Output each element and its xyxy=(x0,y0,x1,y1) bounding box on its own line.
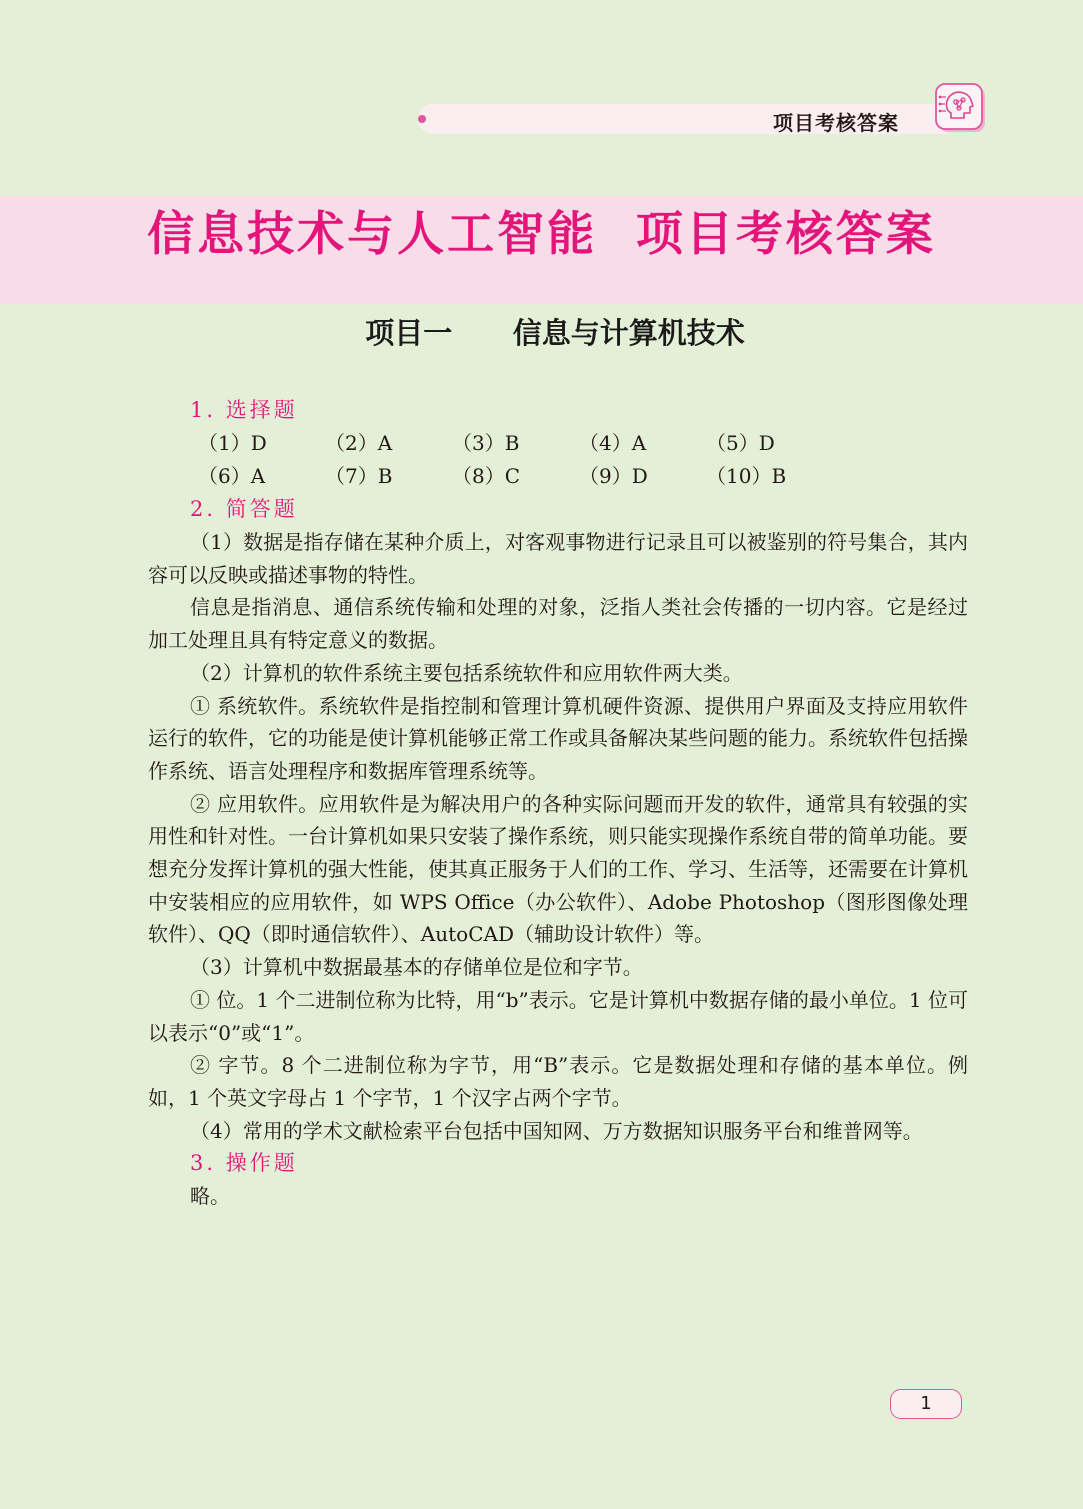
ai-brain-icon xyxy=(934,82,988,134)
operation-answer: 略。 xyxy=(190,1184,230,1209)
running-title: 项目考核答案 xyxy=(773,111,899,135)
answer-item: （4）A xyxy=(579,431,647,455)
main-title: 信息技术与人工智能 项目考核答案 xyxy=(147,207,936,262)
answer-paragraph: （2）计算机的软件系统主要包括系统软件和应用软件两大类。 xyxy=(190,660,743,685)
answer-item: （7）B xyxy=(325,464,393,488)
answer-item: （8）C xyxy=(452,464,521,488)
answer-paragraph: ② 应用软件。应用软件是为解决用户的各种实际问题而开发的软件，通常具有较强的实用性和针对性。一台计算机如果只安装了操作系统，则只能实现操作系统自带的简单功能。要想充分发挥计算机的强大性能，使其真正服务于人们的工作、学习、生活等，还需要在计算机中安装相应的应用软件，如 WPS Office（办公软件）、Adobe Photoshop（图形图像处理软件）、QQ（即时通信软件）、AutoCAD（辅助设计软件）等。 xyxy=(148,791,968,947)
answer-content xyxy=(148,394,968,1213)
answer-row xyxy=(148,460,968,493)
section-heading-short-answer: 2. 简答题 xyxy=(190,497,298,521)
answer-item: （5）D xyxy=(706,431,775,455)
answer-paragraph: ② 字节。8 个二进制位称为字节，用“B”表示。它是数据处理和存储的基本单位。例如，1 个英文字母占 1 个字节，1 个汉字占两个字节。 xyxy=(148,1053,968,1110)
answer-item: （6）A xyxy=(198,464,266,488)
answer-paragraph: （4）常用的学术文献检索平台包括中国知网、万方数据知识服务平台和维普网等。 xyxy=(190,1118,923,1143)
answer-paragraph: （1）数据是指存储在某种介质上，对客观事物进行记录且可以被鉴别的符号集合，其内容可以反映或描述事物的特性。 xyxy=(148,530,968,587)
answer-item: （1）D xyxy=(198,431,267,455)
answer-paragraph: 信息是指消息、通信系统传输和处理的对象，泛指人类社会传播的一切内容。它是经过加工处理且具有特定意义的数据。 xyxy=(148,595,968,653)
answer-item: （2）A xyxy=(325,431,393,455)
page-number: 1 xyxy=(890,1389,962,1419)
header-dot xyxy=(418,115,426,123)
section-heading-choice: 1. 选择题 xyxy=(190,398,298,422)
answer-item: （3）B xyxy=(452,431,520,455)
answer-row xyxy=(148,427,968,460)
section-heading-operation: 3. 操作题 xyxy=(190,1151,298,1176)
project-title: 项目一 信息与计算机技术 xyxy=(365,316,745,350)
answer-item: （9）D xyxy=(579,464,648,488)
answer-item: （10）B xyxy=(706,464,787,488)
answer-paragraph: ① 系统软件。系统软件是指控制和管理计算机硬件资源、提供用户界面及支持应用软件运行的软件，它的功能是使计算机能够正常工作或具备解决某些问题的能力。系统软件包括操作系统、语言处理程序和数据库管理系统等。 xyxy=(148,693,968,783)
answer-paragraph: （3）计算机中数据最基本的存储单位是位和字节。 xyxy=(190,955,643,980)
answer-paragraph: ① 位。1 个二进制位称为比特，用“b”表示。它是计算机中数据存储的最小单位。1 位可以表示“0”或“1”。 xyxy=(148,987,968,1045)
